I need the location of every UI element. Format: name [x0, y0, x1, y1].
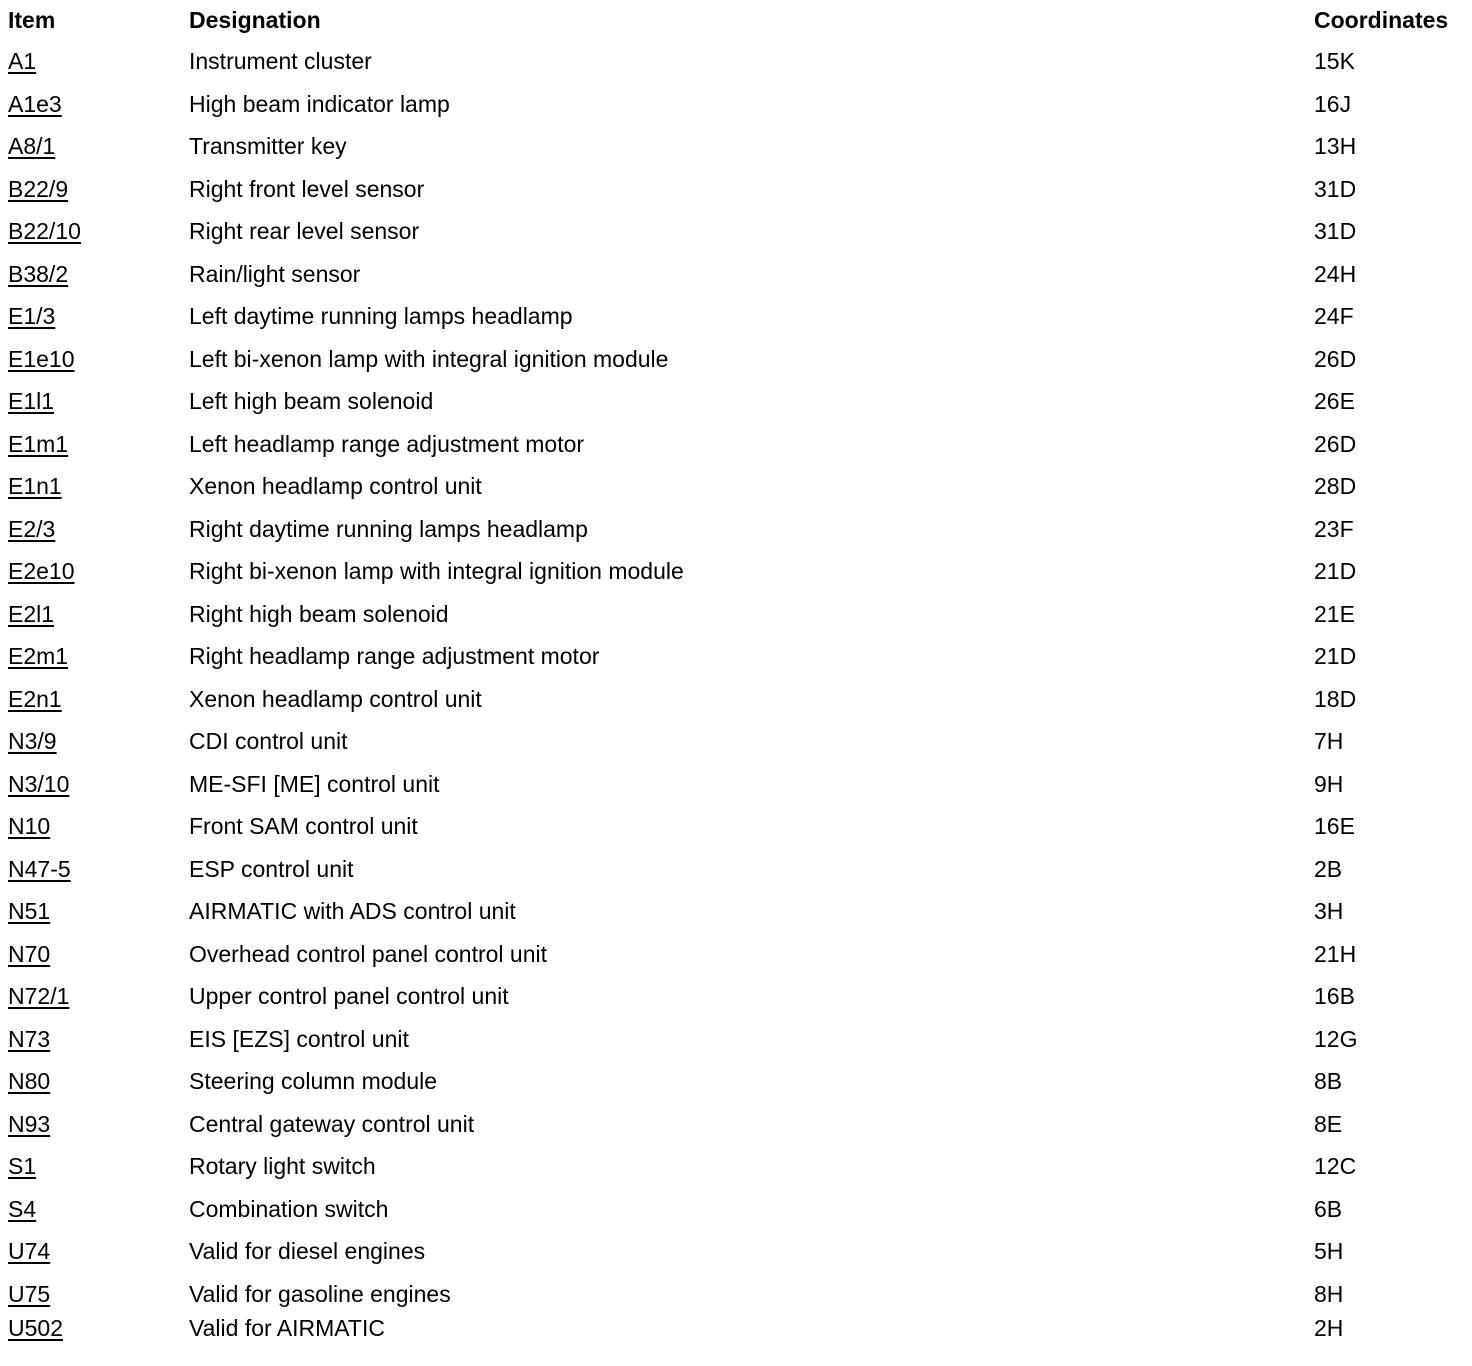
coordinates-cell: 21H — [1314, 940, 1357, 967]
coordinates-cell: 8E — [1314, 1110, 1343, 1137]
table-row — [0, 1103, 1472, 1146]
item-cell — [0, 380, 189, 423]
coordinates-cell: 16J — [1314, 90, 1352, 117]
designation-cell: Rain/light sensor — [189, 260, 361, 287]
item-link[interactable]: E2m1 — [8, 643, 69, 670]
item-cell — [0, 933, 189, 976]
table-row — [0, 593, 1472, 636]
designation-cell: ME-SFI [ME] control unit — [189, 770, 440, 797]
coordinates-cell: 21D — [1314, 643, 1357, 670]
item-cell — [0, 1060, 189, 1103]
item-cell — [0, 890, 189, 933]
item-link[interactable]: E1/3 — [8, 303, 56, 330]
header-item: Item — [8, 7, 56, 33]
item-cell — [0, 338, 189, 381]
item-cell — [0, 1273, 189, 1316]
item-link[interactable]: E1l1 — [8, 388, 55, 415]
coordinates-cell: 23F — [1314, 515, 1354, 542]
table-row — [0, 933, 1472, 976]
table-row — [0, 83, 1472, 126]
item-link[interactable]: S4 — [8, 1195, 37, 1222]
item-link[interactable]: U74 — [8, 1238, 51, 1265]
coordinates-cell: 26E — [1314, 388, 1355, 415]
designation-cell: Right daytime running lamps headlamp — [189, 515, 588, 542]
item-link[interactable]: N51 — [8, 898, 51, 925]
table-row — [0, 168, 1472, 211]
item-link[interactable]: E2n1 — [8, 685, 62, 712]
coordinates-cell: 13H — [1314, 133, 1357, 160]
coordinates-cell: 6B — [1314, 1195, 1343, 1222]
designation-cell: AIRMATIC with ADS control unit — [189, 898, 516, 925]
designation-cell: CDI control unit — [189, 728, 348, 755]
item-link[interactable]: E1m1 — [8, 430, 69, 457]
coordinates-cell: 3H — [1314, 898, 1344, 925]
item-link[interactable]: U75 — [8, 1280, 51, 1307]
table-row — [0, 40, 1472, 83]
item-cell — [0, 848, 189, 891]
table-header-row — [0, 0, 1472, 40]
item-cell — [0, 593, 189, 636]
table-body — [0, 40, 1472, 1353]
item-cell — [0, 253, 189, 296]
item-link[interactable]: N3/9 — [8, 728, 57, 755]
item-cell — [0, 295, 189, 338]
designation-cell: Right front level sensor — [189, 175, 425, 202]
item-link[interactable]: A1e3 — [8, 90, 62, 117]
item-link[interactable]: A8/1 — [8, 133, 56, 160]
table-row — [0, 1273, 1472, 1316]
table-row — [0, 465, 1472, 508]
table-row — [0, 763, 1472, 806]
header-coordinates: Coordinates — [1314, 7, 1449, 33]
item-link[interactable]: B22/10 — [8, 218, 81, 245]
item-link[interactable]: E2e10 — [8, 558, 75, 585]
table-row — [0, 125, 1472, 168]
item-cell — [0, 550, 189, 593]
item-link[interactable]: N72/1 — [8, 983, 70, 1010]
item-cell — [0, 210, 189, 253]
item-cell — [0, 678, 189, 721]
table-row — [0, 1315, 1472, 1353]
item-cell — [0, 805, 189, 848]
item-cell — [0, 83, 189, 126]
item-link[interactable]: N73 — [8, 1025, 51, 1052]
header-designation: Designation — [189, 7, 321, 33]
coordinates-cell: 12G — [1314, 1025, 1358, 1052]
table-row — [0, 423, 1472, 466]
designation-cell: Left bi-xenon lamp with integral ignition module — [189, 345, 669, 372]
table-row — [0, 1018, 1472, 1061]
table-row — [0, 210, 1472, 253]
designation-cell: Right headlamp range adjustment motor — [189, 643, 600, 670]
designation-cell: Right rear level sensor — [189, 218, 420, 245]
item-cell — [0, 763, 189, 806]
designation-cell: Valid for AIRMATIC — [189, 1315, 385, 1341]
item-link[interactable]: N93 — [8, 1110, 51, 1137]
table-row — [0, 550, 1472, 593]
table-row — [0, 1060, 1472, 1103]
table-row — [0, 508, 1472, 551]
item-cell — [0, 1315, 189, 1353]
item-cell — [0, 1230, 189, 1273]
item-link[interactable]: S1 — [8, 1153, 37, 1180]
coordinates-cell: 28D — [1314, 473, 1357, 500]
table-row — [0, 678, 1472, 721]
item-cell — [0, 635, 189, 678]
designation-cell: Upper control panel control unit — [189, 983, 509, 1010]
coordinates-cell: 8H — [1314, 1280, 1344, 1307]
designation-cell: Overhead control panel control unit — [189, 940, 547, 967]
item-link[interactable]: E2/3 — [8, 515, 56, 542]
coordinates-cell: 8B — [1314, 1068, 1343, 1095]
item-link[interactable]: E1n1 — [8, 473, 62, 500]
coordinates-cell: 21D — [1314, 558, 1357, 585]
item-link[interactable]: E2l1 — [8, 600, 55, 627]
coordinates-cell: 16E — [1314, 813, 1355, 840]
table-row — [0, 975, 1472, 1018]
table-row — [0, 720, 1472, 763]
designation-cell: Central gateway control unit — [189, 1110, 475, 1137]
item-cell — [0, 975, 189, 1018]
designation-cell: Left headlamp range adjustment motor — [189, 430, 585, 457]
coordinates-cell: 26D — [1314, 430, 1357, 457]
designation-cell: Left daytime running lamps headlamp — [189, 303, 573, 330]
item-link[interactable]: N70 — [8, 940, 51, 967]
designation-cell: High beam indicator lamp — [189, 90, 450, 117]
item-link[interactable]: E1e10 — [8, 345, 75, 372]
designation-cell: Valid for diesel engines — [189, 1238, 426, 1265]
item-cell — [0, 168, 189, 211]
item-cell — [0, 40, 189, 83]
table-row — [0, 1188, 1472, 1231]
coordinates-cell: 9H — [1314, 770, 1344, 797]
item-link[interactable]: N80 — [8, 1068, 51, 1095]
item-link[interactable]: U502 — [8, 1315, 63, 1341]
coordinates-cell: 31D — [1314, 175, 1357, 202]
designation-cell: Xenon headlamp control unit — [189, 473, 482, 500]
item-cell — [0, 720, 189, 763]
designation-cell: Transmitter key — [189, 133, 347, 160]
designation-cell: Rotary light switch — [189, 1153, 376, 1180]
coordinates-cell: 7H — [1314, 728, 1344, 755]
item-link[interactable]: B22/9 — [8, 175, 69, 202]
designation-cell: Front SAM control unit — [189, 813, 418, 840]
designation-cell: EIS [EZS] control unit — [189, 1025, 409, 1052]
item-link[interactable]: N3/10 — [8, 770, 70, 797]
coordinates-cell: 26D — [1314, 345, 1357, 372]
table-row — [0, 253, 1472, 296]
table-row — [0, 635, 1472, 678]
coordinates-cell: 5H — [1314, 1238, 1344, 1265]
item-link[interactable]: N47-5 — [8, 855, 71, 882]
item-link[interactable]: A1 — [8, 48, 37, 75]
coordinates-cell: 16B — [1314, 983, 1355, 1010]
table-row — [0, 1230, 1472, 1273]
item-cell — [0, 1145, 189, 1188]
item-cell — [0, 1018, 189, 1061]
item-link[interactable]: B38/2 — [8, 260, 69, 287]
coordinates-cell: 31D — [1314, 218, 1357, 245]
table-row — [0, 338, 1472, 381]
coordinates-cell: 12C — [1314, 1153, 1357, 1180]
table-row — [0, 805, 1472, 848]
table-row — [0, 848, 1472, 891]
coordinates-cell: 2H — [1314, 1315, 1344, 1341]
designation-cell: Combination switch — [189, 1195, 389, 1222]
item-cell — [0, 508, 189, 551]
coordinates-cell: 24H — [1314, 260, 1357, 287]
coordinates-cell: 15K — [1314, 48, 1355, 75]
coordinates-cell: 2B — [1314, 855, 1343, 882]
table-row — [0, 380, 1472, 423]
coordinates-cell: 24F — [1314, 303, 1354, 330]
designation-cell: Steering column module — [189, 1068, 438, 1095]
item-cell — [0, 423, 189, 466]
item-cell — [0, 465, 189, 508]
coordinates-cell: 18D — [1314, 685, 1357, 712]
designation-cell: Right bi-xenon lamp with integral ignition module — [189, 558, 684, 585]
table-row — [0, 890, 1472, 933]
table-row — [0, 1145, 1472, 1188]
designation-cell: ESP control unit — [189, 855, 354, 882]
designation-cell: Valid for gasoline engines — [189, 1280, 451, 1307]
designation-cell: Right high beam solenoid — [189, 600, 449, 627]
item-cell — [0, 1103, 189, 1146]
table-row — [0, 295, 1472, 338]
item-cell — [0, 125, 189, 168]
designation-cell: Instrument cluster — [189, 48, 372, 75]
designation-cell: Xenon headlamp control unit — [189, 685, 482, 712]
item-cell — [0, 1188, 189, 1231]
designation-cell: Left high beam solenoid — [189, 388, 434, 415]
coordinates-cell: 21E — [1314, 600, 1355, 627]
item-link[interactable]: N10 — [8, 813, 51, 840]
